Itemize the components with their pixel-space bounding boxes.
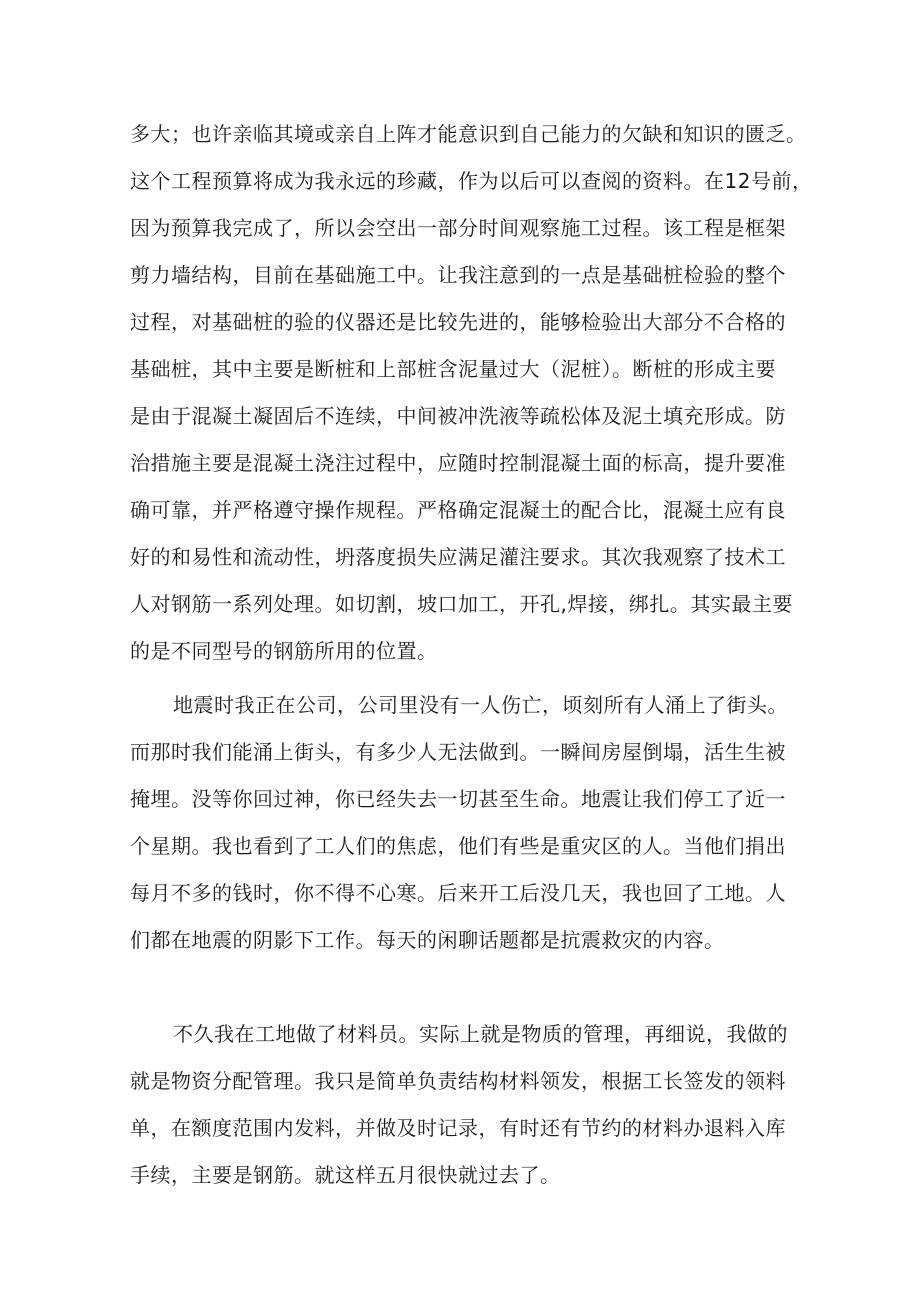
text-line: 基础桩，其中主要是断桩和上部桩含泥量过大（泥桩）。断桩的形成主要 — [130, 357, 776, 381]
text-line: 就是物资分配管理。我只是简单负责结构材料领发，根据工长签发的领料 — [130, 1069, 786, 1093]
text-line: 多大；也许亲临其境或亲自上阵才能意识到自己能力的欠缺和知识的匮乏。 — [130, 122, 807, 146]
text-line: 们都在地震的阴影下工作。每天的闲聊话题都是抗震救灾的内容。 — [130, 928, 725, 952]
text-line: 掩埋。没等你回过神，你已经失去一切甚至生命。地震让我们停工了近一 — [130, 787, 786, 811]
text-line: 而那时我们能涌上街头，有多少人无法做到。一瞬间房屋倒塌，活生生被 — [130, 740, 786, 764]
text-line: 因为预算我完成了，所以会空出一部分时间观察施工过程。该工程是框架 — [130, 216, 786, 240]
text-line: 剪力墙结构，目前在基础施工中。让我注意到的一点是基础桩检验的整个 — [130, 263, 786, 287]
text-line: 个星期。我也看到了工人们的焦虑，他们有些是重灾区的人。当他们捐出 — [130, 834, 786, 858]
text-line: 每月不多的钱时，你不得不心寒。后来开工后没几天，我也回了工地。人 — [130, 881, 786, 905]
text-line: 过程，对基础桩的验的仪器还是比较先进的，能够检验出大部分不合格的 — [130, 310, 786, 334]
text-line-first: 不久我在工地做了材料员。实际上就是物质的管理，再细说，我做的 — [173, 1022, 788, 1046]
text-line: 单，在额度范围内发料，并做及时记录，有时还有节约的材料办退料入库 — [130, 1116, 786, 1140]
text-line: 人对钢筋一系列处理。如切割，坡口加工，开孔,焊接，绑扎。其实最主要 — [130, 592, 793, 616]
text-line: 手续，主要是钢筋。就这样五月很快就过去了。 — [130, 1163, 561, 1187]
text-line-first: 地震时我正在公司，公司里没有一人伤亡，顷刻所有人涌上了街头。 — [173, 693, 788, 717]
text-line: 治措施主要是混凝土浇注过程中，应随时控制混凝土面的标高，提升要准 — [130, 451, 786, 475]
text-line: 好的和易性和流动性，坍落度损失应满足灌注要求。其次我观察了技术工 — [130, 545, 786, 569]
paragraph-construction-budget — [130, 111, 813, 675]
text-line: 的是不同型号的钢筋所用的位置。 — [130, 639, 438, 663]
text-line: 确可靠，并严格遵守操作规程。严格确定混凝土的配合比，混凝土应有良 — [130, 498, 786, 522]
text-line: 这个工程预算将成为我永远的珍藏，作为以后可以查阅的资料。在12号前， — [130, 169, 813, 193]
paragraph-earthquake — [130, 682, 790, 964]
paragraph-materials-clerk — [130, 1011, 790, 1199]
text-line: 是由于混凝土凝固后不连续，中间被冲洗液等疏松体及泥土填充形成。防 — [130, 404, 786, 428]
